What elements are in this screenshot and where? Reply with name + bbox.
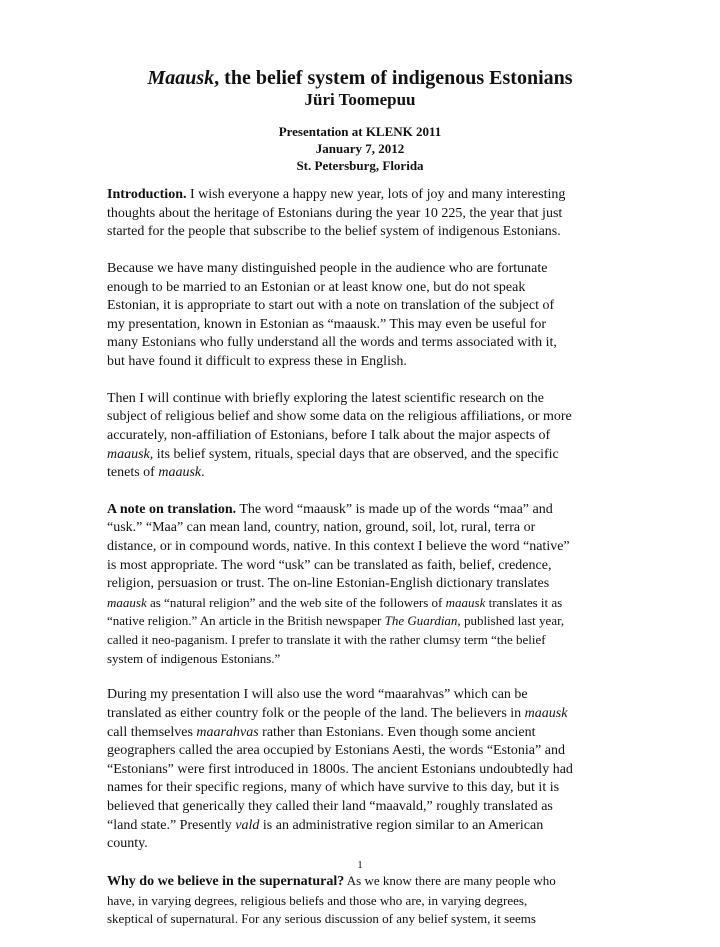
text-span: translates it as — [485, 594, 563, 610]
text-line: started for the people that subscribe to the belief system of indigenous Estonians. — [107, 224, 561, 240]
text-span: I wish everyone a happy new year, lots of joy and many interesting — [186, 187, 566, 202]
text-line — [107, 186, 613, 205]
text-line: geographers called the area occupied by Estonians Aesti, the words “Estonia” and — [107, 743, 565, 759]
text-span: tenets of — [107, 465, 159, 481]
venue-line: Presentation at KLENK 2011 — [278, 124, 442, 139]
italic-term: maausk, — [107, 446, 154, 462]
paragraph-outline — [107, 390, 613, 483]
text-line: subject of religious belief and show some data on the religious affiliations, or more — [107, 409, 572, 425]
italic-term: maausk — [107, 594, 147, 610]
text-line — [107, 817, 613, 836]
italic-term: maausk — [524, 706, 568, 721]
text-span: as “natural religion” and the web site of the followers of — [146, 594, 446, 610]
text-span: “land state.” Presently — [107, 817, 236, 833]
text-line: enough to be married to an Estonian or at least know one, but do not speak — [107, 279, 526, 295]
title-italic: Maausk — [147, 67, 215, 89]
text-line: many Estonians who fully understand all the words and terms associated with it, — [107, 335, 557, 351]
text-span: “native religion.” An article in the British newspaper — [107, 613, 385, 629]
section-heading: A note on translation. — [107, 501, 237, 517]
text-line: During my presentation I will also use the word “maarahvas” which can be — [107, 687, 528, 703]
text-line: Then I will continue with briefly exploring the latest scientific research on the — [107, 390, 544, 406]
text-span: rather than Estonians. Even though some ancient — [258, 724, 536, 740]
title-rest: , the belief system of indigenous Estonians — [214, 67, 573, 89]
text-line: “usk.” “Maa” can mean land, country, nation, ground, soil, lot, rural, terra or — [107, 520, 536, 536]
document-title — [0, 66, 720, 90]
paragraph-translation — [107, 501, 613, 668]
text-line — [107, 724, 613, 743]
text-line: names for their specific regions, many of which have survive to this day, but it is — [107, 780, 560, 796]
text-line: county. — [107, 836, 148, 852]
text-line: have, in varying degrees, religious beliefs and those who are, in varying degrees, — [107, 892, 528, 908]
text-line: believed that generically they called their land “maavald,” roughly translated as — [107, 798, 553, 814]
text-line: system of indigenous Estonians.” — [107, 650, 281, 666]
text-line — [107, 705, 613, 724]
text-span: is an administrative region similar to an American — [259, 817, 544, 833]
italic-term: maausk — [445, 594, 486, 610]
text-line: thoughts about the heritage of Estonians during the year 10 225, the year that just — [107, 205, 563, 221]
text-line: accurately, non-affiliation of Estonians, before I talk about the major aspects of — [107, 427, 551, 443]
paragraph-maarahvas — [107, 686, 613, 853]
paragraph-supernatural — [107, 872, 613, 929]
text-line: “Estonians” were first introduced in 1800s. The ancient Estonians undoubtedly had — [107, 761, 573, 777]
paragraph-audience — [107, 260, 613, 372]
section-heading: Why do we believe in the supernatural? — [107, 873, 345, 889]
text-span: published last year, — [460, 613, 565, 629]
presentation-meta — [0, 123, 720, 174]
text-line: my presentation, known in Estonian as “maausk.” This may even be useful for — [107, 316, 547, 332]
text-line: called it neo-paganism. I prefer to translate it with the rather clumsy term “the belief — [107, 632, 546, 648]
text-line — [107, 872, 613, 892]
text-span: As we know there are many people who — [344, 872, 556, 888]
text-line: religion, persuasion or trust. The on-line Estonian-English dictionary translates — [107, 576, 550, 592]
italic-term: maausk — [158, 465, 202, 481]
text-line — [107, 464, 613, 483]
italic-term: vald — [235, 817, 260, 833]
text-line — [107, 594, 613, 613]
text-line: Estonian, it is appropriate to start out with a note on translation of the subject of — [107, 298, 555, 314]
italic-title: The Guardian, — [384, 613, 461, 629]
text-line — [107, 446, 613, 465]
text-span: its belief system, rituals, special days that are observed, and the specific — [153, 446, 559, 462]
text-line: but have found it difficult to express these in English. — [107, 353, 407, 369]
text-line: is most appropriate. The word “usk” can be translated as faith, belief, credence, — [107, 557, 552, 573]
author-name: Jüri Toomepuu — [304, 90, 416, 109]
text-line: Because we have many distinguished people in the audience who are fortunate — [107, 260, 548, 276]
text-line: distance, or in compound words, native. In this context I believe the word “native” — [107, 539, 570, 555]
section-heading: Introduction. — [107, 187, 187, 202]
text-span: translated as either country folk or the people of the land. The believers in — [107, 706, 525, 721]
text-span: call themselves — [107, 724, 197, 740]
text-line — [107, 612, 613, 631]
location-line: St. Petersburg, Florida — [296, 158, 424, 173]
text-line: skeptical of supernatural. For any serious discussion of any belief system, it seems — [107, 911, 536, 927]
date-line: January 7, 2012 — [315, 141, 405, 156]
paragraph-introduction — [107, 186, 613, 242]
text-span: The word “maausk” is made up of the words “maa” and — [236, 501, 553, 517]
page-number: 1 — [357, 859, 363, 871]
italic-term: maarahvas — [196, 724, 259, 740]
text-line — [107, 501, 613, 520]
document-body — [107, 186, 613, 947]
text-span: . — [201, 465, 205, 481]
